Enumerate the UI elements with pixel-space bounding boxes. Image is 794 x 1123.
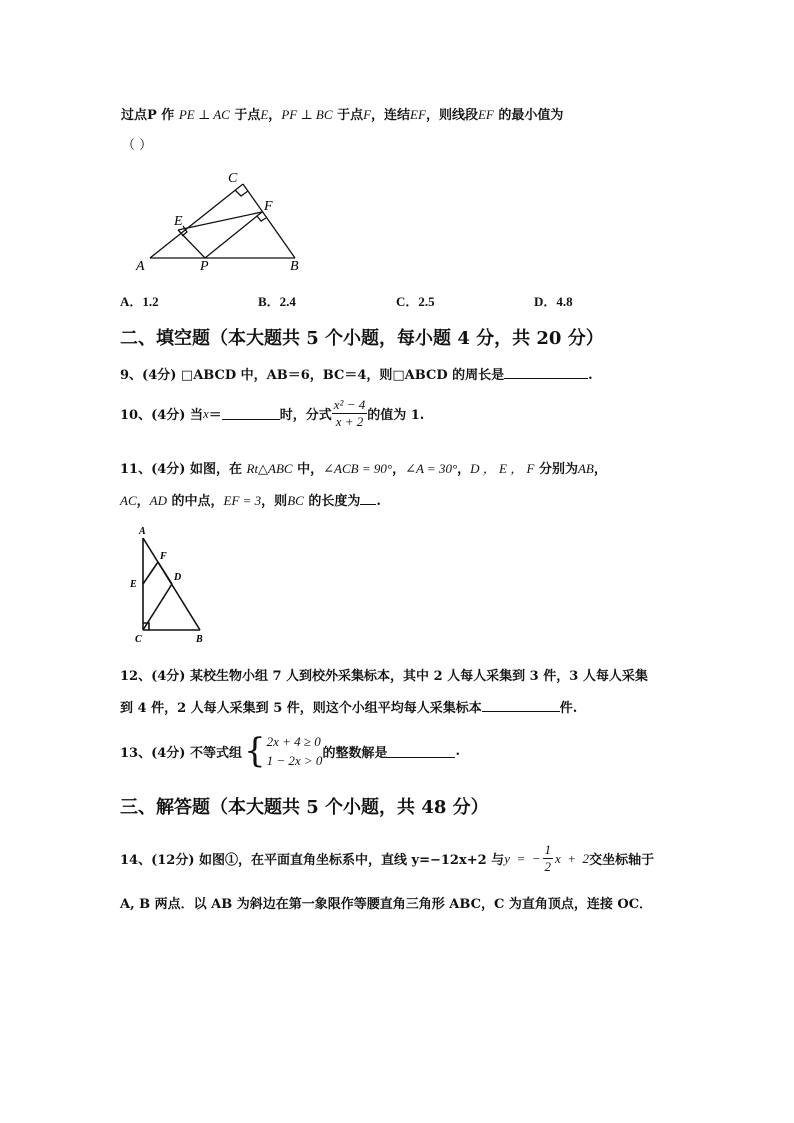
label-f: F — [264, 199, 273, 214]
q12-answer-blank[interactable] — [482, 699, 560, 712]
q8-option-c[interactable]: C．2.5 — [396, 294, 435, 309]
q14-line2: A, B 两点．以 AB 为斜边在第一象限作等腰直角三角形 ABC，C 为直角顶点，连接 OC． — [120, 897, 653, 912]
q14-fraction: $\frac{1}{2}$ — [544, 842, 552, 874]
q10-fraction: $\frac{\text{x² − 4}}{x + 2}$ — [333, 397, 366, 429]
label-f: F — [160, 551, 167, 562]
label-a: A — [139, 526, 146, 537]
label-a: A — [136, 259, 145, 274]
q13-inequality-system: 2x + 4 ≥ 0 1 − 2x > 0 — [266, 734, 323, 768]
label-b: B — [196, 634, 203, 644]
label-d: D — [174, 572, 182, 583]
q8-option-a[interactable]: A．1.2 — [120, 294, 159, 309]
label-p: P — [200, 259, 209, 274]
q13: 13、(4分) 不等式组 { 2x + 4 ≥ 0 1 − 2x > 0 的整数解是 . — [120, 731, 460, 771]
q8-option-b[interactable]: B．2.4 — [258, 294, 296, 309]
q8-triangle-figure — [130, 165, 330, 277]
q8-answer-paren: （ ） — [122, 138, 153, 153]
q13-answer-blank[interactable] — [387, 745, 455, 758]
q12-line2: 到 4 件，2 人每人采集到 5 件，则这个小组平均每人采集标本 件. — [120, 701, 578, 716]
label-b: B — [290, 259, 299, 274]
label-c: C — [135, 634, 142, 644]
q11-line2: AC，AD 的中点，EF = 3，则BC 的长度为 . — [120, 493, 381, 509]
q10: 10、(4分) 当 x ＝ 时，分式 $\frac{\text{x² − 4}}{x + 2}$ 的值为 1. — [120, 397, 425, 429]
brace-icon: { — [243, 731, 266, 771]
label-e: E — [130, 579, 137, 590]
q12-line1: 12、(4分) 某校生物小组 7 人到校外采集标本，其中 2 人每人采集到 3 件，3 人每人采集 — [120, 669, 648, 684]
section2-heading: 二、填空题（本大题共 5 个小题，每小题 4 分，共 20 分） — [120, 328, 604, 349]
section3-heading: 三、解答题（本大题共 5 个小题，共 48 分） — [120, 797, 489, 818]
q14-line1: 14、(12分) 如图①，在平面直角坐标系中，直线 y=−12x+2 与 y = − $\frac{1}{2}$ x + 2 交坐标轴于 — [120, 842, 655, 874]
q11-line1: 11、(4分) 如图，在 Rt△ABC 中，∠ACB = 90°，∠A = 30°，D ， E ， F 分别为AB， — [120, 461, 607, 477]
q8-option-d[interactable]: D．4.8 — [534, 294, 573, 309]
q11-triangle-figure — [128, 522, 214, 644]
q10-answer-blank[interactable] — [222, 407, 280, 420]
q9: 9、(4分) □ABCD 中，AB＝6，BC＝4，则□ABCD 的周长是 . — [120, 368, 593, 383]
label-c: C — [228, 171, 238, 186]
label-e: E — [174, 214, 183, 229]
q9-answer-blank[interactable] — [504, 366, 588, 379]
q8-stem: 过点P 作 PE ⊥ AC 于点E，PF ⊥ BC 于点F，连结EF，则线段EF 的最小值为 — [121, 107, 564, 123]
q11-answer-blank[interactable] — [360, 492, 376, 505]
